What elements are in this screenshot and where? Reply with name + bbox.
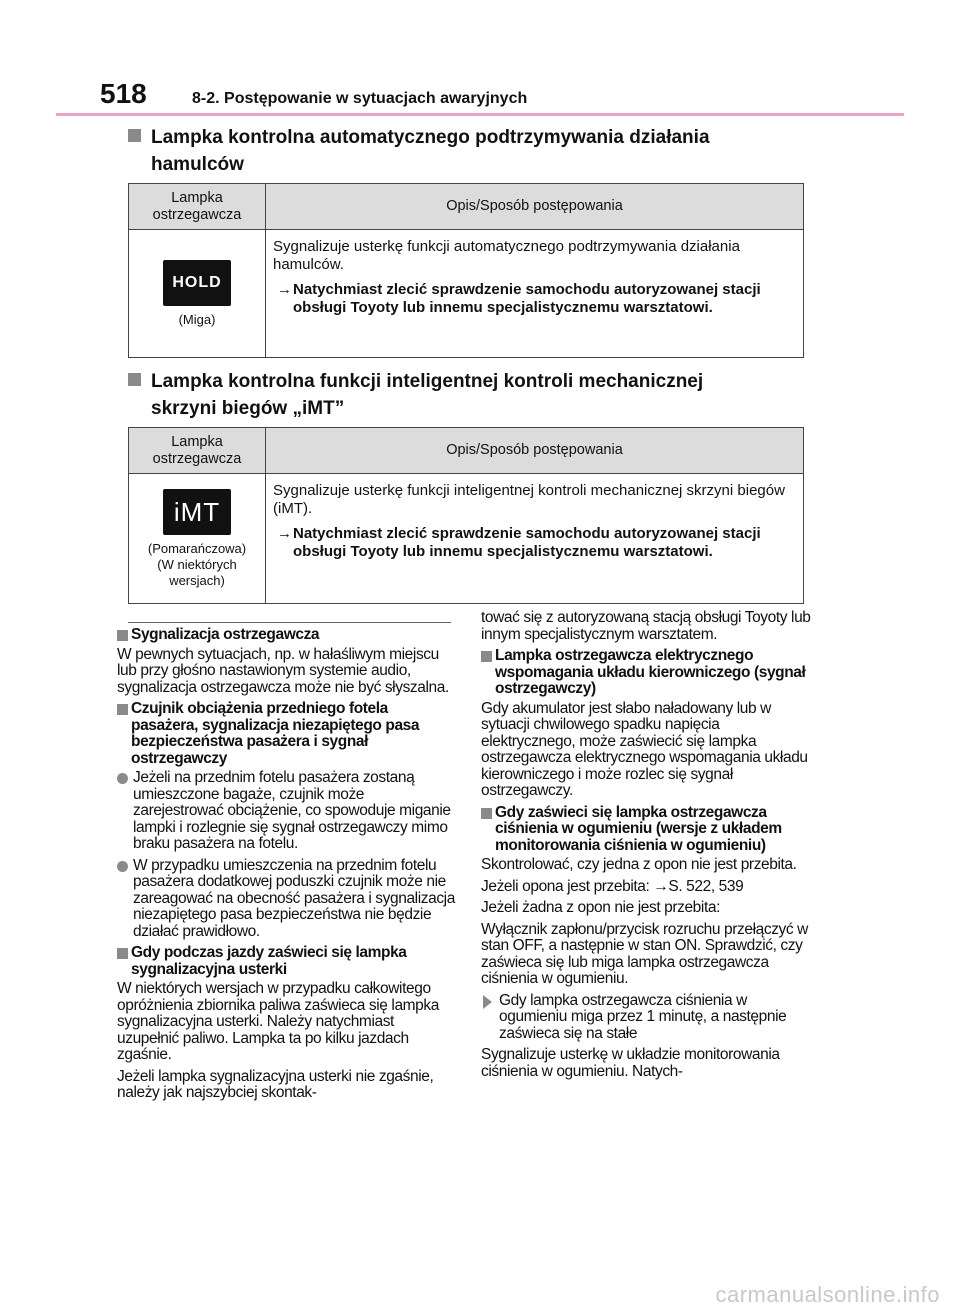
list-item: Gdy lampka ostrzegawcza ciśnienia w ogumieniu miga przez 1 minutę, a następnie zaświeca się na stałe [481,993,811,1043]
lamp-cell [129,230,266,358]
column-header-description: Opis/Sposób postępowania [266,428,804,474]
paragraph: tować się z autoryzowaną stacją obsługi Toyoty lub innym specjalistycznym warsztatem. [481,609,811,643]
paragraph: Skontrolować, czy jedna z opon nie jest przebita. [481,856,797,873]
description-cell [266,230,804,358]
description-text: Sygnalizuje usterkę funkcji inteligentnej kontroli mechanicznej skrzyni biegów (iMT). [273,482,785,517]
action-text: → Natychmiast zlecić sprawdzenie samochodu autoryzowanej stacji obsługi Toyoty lub innemu specjalistycznemu warsztatowi. [277,525,761,560]
description-text: Sygnalizuje usterkę funkcji automatycznego podtrzymywania działania hamulców. [273,238,740,273]
page-number: 518 [100,78,147,109]
square-bullet-icon [128,373,141,386]
description-cell [266,474,804,604]
list-item: W przypadku umieszczenia na przednim fotelu pasażera dodatkowej poduszki czujnik może nie zareagować na obecność pasażera i sygnalizacja niezapiętego pasa bezpieczeństwa nie będzie działać prawidłowo. [117,858,457,941]
heading-warning-buzzer: Sygnalizacja ostrzegawcza [117,627,457,644]
square-bullet-icon [117,948,128,959]
heading-tpms: Gdy zaświeci się lampka ostrzegawcza ciśnienia w ogumieniu (wersje z układem monitorowania ciśnienia w ogumieniu) [481,805,811,855]
square-bullet-icon [481,808,492,819]
paragraph: W pewnych sytuacjach, np. w hałaśliwym miejscu lub przy głośno nastawionym systemie audio, sygnalizacja ostrzegawcza może nie być słyszalna. [117,645,449,696]
section-title-brake-hold: Lampka kontrolna automatycznego podtrzymywania działania hamulców [128,124,828,178]
list-item: Jeżeli na przednim fotelu pasażera zostaną umieszczone bagaże, czujnik może zarejestrować obciążenie, co spowoduje miganie lampki i rozlegnie się sygnał ostrzegawczy mimo braku pasażera na fotelu. [117,770,457,853]
imt-table [128,427,804,604]
paragraph: Jeżeli lampka sygnalizacyjna usterki nie zgaśnie, należy jak najszybciej skontak- [117,1067,434,1101]
circle-bullet-icon [117,773,128,784]
imt-warning-icon: iMT [163,489,231,535]
lamp-caption: (Miga) [178,311,216,327]
square-bullet-icon [481,651,492,662]
arrow-icon: → [277,281,292,298]
paragraph: Jeżeli żadna z opon nie jest przebita: [481,899,720,916]
paragraph: Wyłącznik zapłonu/przycisk rozruchu przełączyć w stan OFF, a następnie w stan ON. Sprawdzić, czy zaświeca się lub miga lampka ostrzegawcza ciśnienia w ogumieniu. [481,920,808,987]
heading-malfunction-lamp: Gdy podczas jazdy zaświeci się lampka sygnalizacyjna usterki [117,945,457,978]
paragraph: Gdy akumulator jest słabo naładowany lub w sytuacji chwilowego spadku napięcia elektrycznego, może zaświecić się lampka ostrzegawcza elektrycznego wspomagania układu kierowniczego i może rozlec się sygnał ostrzegawczy. [481,699,808,799]
heading-seat-sensor: Czujnik obciążenia przedniego fotela pasażera, sygnalizacja niezapiętego pasa bezpieczeństwa pasażera i sygnał ostrzegawczy [117,701,457,767]
hold-warning-icon: HOLD [163,260,231,306]
header-divider [56,113,904,116]
heading-eps: Lampka ostrzegawcza elektrycznego wspomagania układu kierowniczego (sygnał ostrzegawczy) [481,648,811,698]
paragraph: W niektórych wersjach w przypadku całkowitego opróżnienia zbiornika paliwa zaświeca się lampka sygnalizacyjna usterki. Należy natychmiast uzupełnić paliwo. Lampka ta po kilku jazdach zgaśnie. [117,980,439,1063]
lamp-cell [129,474,266,604]
chapter-title: 8-2. Postępowanie w sytuacjach awaryjnych [192,90,528,107]
left-column [117,627,457,1107]
paragraph: Jeżeli opona jest przebita: →S. 522, 539 [481,877,744,895]
column-header-description: Opis/Sposób postępowania [266,184,804,230]
arrow-icon: → [277,525,292,542]
brake-hold-table [128,183,804,358]
action-text: → Natychmiast zlecić sprawdzenie samochodu autoryzowanej stacji obsługi Toyoty lub innemu specjalistycznemu warsztatowi. [277,281,761,316]
page-header [100,78,527,110]
triangle-bullet-icon [483,995,492,1009]
column-header-lamp: Lampka ostrzegawcza [129,428,266,474]
circle-bullet-icon [117,861,128,872]
paragraph: Sygnalizuje usterkę w układzie monitorowania ciśnienia w ogumieniu. Natych- [481,1046,780,1080]
column-header-lamp: Lampka ostrzegawcza [129,184,266,230]
square-bullet-icon [117,630,128,641]
square-bullet-icon [117,704,128,715]
column-divider [128,622,451,623]
section-title-imt: Lampka kontrolna funkcji inteligentnej kontroli mechanicznej skrzyni biegów „iMT” [128,368,828,422]
lamp-caption: (Pomarańczowa) (W niektórych wersjach) [147,540,247,588]
watermark: carmanualsonline.info [715,1282,940,1307]
square-bullet-icon [128,129,141,142]
right-column [481,610,811,1085]
